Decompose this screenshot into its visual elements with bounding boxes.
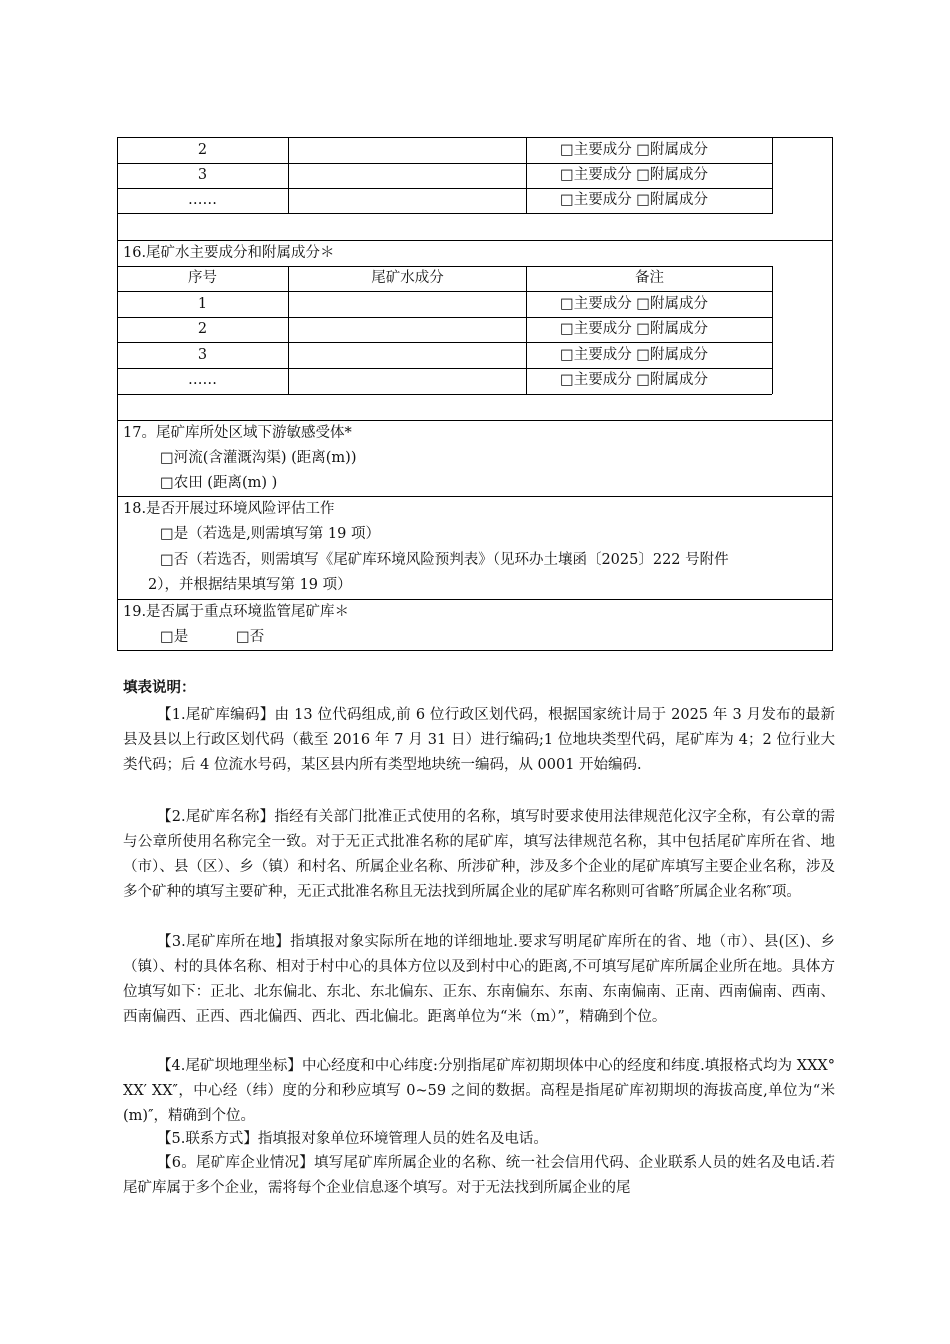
option-farmland[interactable]: □农田 (距离(m) ) [160, 475, 278, 491]
divider [526, 138, 527, 214]
remark-checkboxes[interactable]: □主要成分 □附属成分 [560, 321, 709, 337]
note-paragraph: 【6。尾矿库企业情况】填写尾矿库所属企业的名称、统一社会信用代码、企业联系人员的姓名及电话.若尾矿库属于多个企业，需将每个企业信息逐个填写。对于无法找到所属企业的尾 [123, 1155, 835, 1196]
note-paragraph: 【3.尾矿库所在地】指填报对象实际所在地的详细地址.要求写明尾矿库所在的省、地（市）、县(区)、乡（镇）、村的具体名称、相对于村中心的具体方位以及到村中心的距离,不可填写尾矿库所属企业所在地。具体方位填写如下：正北、北东偏北、东北、东北偏东、正东、东南偏东、东南、东南偏南、正南、西南偏南、西南、西南偏西、正西、西北偏西、西北、西北偏北。距离单位为“米（m）”，精确到个位。 [123, 934, 835, 1025]
option-yes[interactable]: □是（若选是,则需填写第 19 项） [160, 526, 380, 542]
remark-checkboxes[interactable]: □主要成分 □附属成分 [560, 347, 709, 363]
table-cell-no: 2 [197, 321, 208, 337]
remark-checkboxes[interactable]: □主要成分 □附属成分 [560, 192, 709, 208]
divider [117, 394, 772, 395]
option-no[interactable]: □否 [236, 629, 265, 645]
table-cell-no: …… [188, 372, 217, 388]
table-cell-no: 1 [197, 296, 208, 312]
section17-title: 17。尾矿库所处区域下游敏感受体* [123, 425, 352, 441]
option-no[interactable]: □否（若选否，则需填写《尾矿库环境风险预判表》（见环办土壤函〔2025〕222 号附件 [160, 552, 729, 568]
column-header-component: 尾矿水成分 [371, 270, 444, 286]
section19-title: 19.是否属于重点环境监管尾矿库＊ [123, 604, 350, 620]
section18-title: 18.是否开展过环境风险评估工作 [123, 501, 335, 517]
section16-title: 16.尾矿水主要成分和附属成分＊ [123, 245, 335, 261]
column-header-remark: 备注 [635, 270, 664, 286]
notes-title: 填表说明： [123, 680, 196, 696]
remark-checkboxes[interactable]: □主要成分 □附属成分 [560, 296, 709, 312]
option-yes[interactable]: □是 [160, 629, 189, 645]
remark-checkboxes[interactable]: □主要成分 □附属成分 [560, 372, 709, 388]
table-cell-no: 2 [197, 142, 208, 158]
table-cell-no: 3 [197, 167, 208, 183]
divider [772, 266, 773, 394]
option-no-continued: 2），并根据结果填写第 19 项） [148, 577, 352, 593]
note-paragraph: 【5.联系方式】指填报对象单位环境管理人员的姓名及电话。 [157, 1131, 548, 1147]
option-river[interactable]: □河流(含灌溉沟渠) (距离(m)) [160, 450, 357, 466]
remark-checkboxes[interactable]: □主要成分 □附属成分 [560, 167, 709, 183]
note-paragraph: 【2.尾矿库名称】指经有关部门批准正式使用的名称，填写时要求使用法律规范化汉字全称，有公章的需与公章所使用名称完全一致。对于无正式批准名称的尾矿库，填写法律规范名称，其中包括尾矿库所在省、地（市）、县（区）、乡（镇）和村名、所属企业名称、所涉矿种，涉及多个企业的尾矿库填写主要企业名称，涉及多个矿种的填写主要矿种，无正式批准名称且无法找到所属企业的尾矿库名称则可省略″所属企业名称″项。 [123, 809, 835, 900]
divider [288, 138, 289, 214]
table-cell-no: 3 [197, 347, 208, 363]
table-cell-no: …… [188, 192, 217, 208]
divider [772, 138, 773, 214]
note-paragraph: 【1.尾矿库编码】由 13 位代码组成,前 6 位行政区划代码，根据国家统计局于 2025 年 3 月发布的最新县及县以上行政区划代码（截至 2016 年 7 月 31 日）进行编码;1 位地块类型代码，尾矿库为 4；2 位行业大类代码；后 4 位流水号码，某区县内所有类型地块统一编码，从 0001 开始编码. [123, 707, 835, 773]
column-header-no: 序号 [188, 270, 217, 286]
divider [117, 213, 772, 214]
remark-checkboxes[interactable]: □主要成分 □附属成分 [560, 142, 709, 158]
note-paragraph: 【4.尾矿坝地理坐标】中心经度和中心纬度:分别指尾矿库初期坝体中心的经度和纬度.填报格式均为 XXX° XX′ XX″，中心经（纬）度的分和秒应填写 0~59 之间的数据。高程是指尾矿库初期坝的海拔高度,单位为“米(m)″，精确到个位。 [123, 1058, 835, 1124]
